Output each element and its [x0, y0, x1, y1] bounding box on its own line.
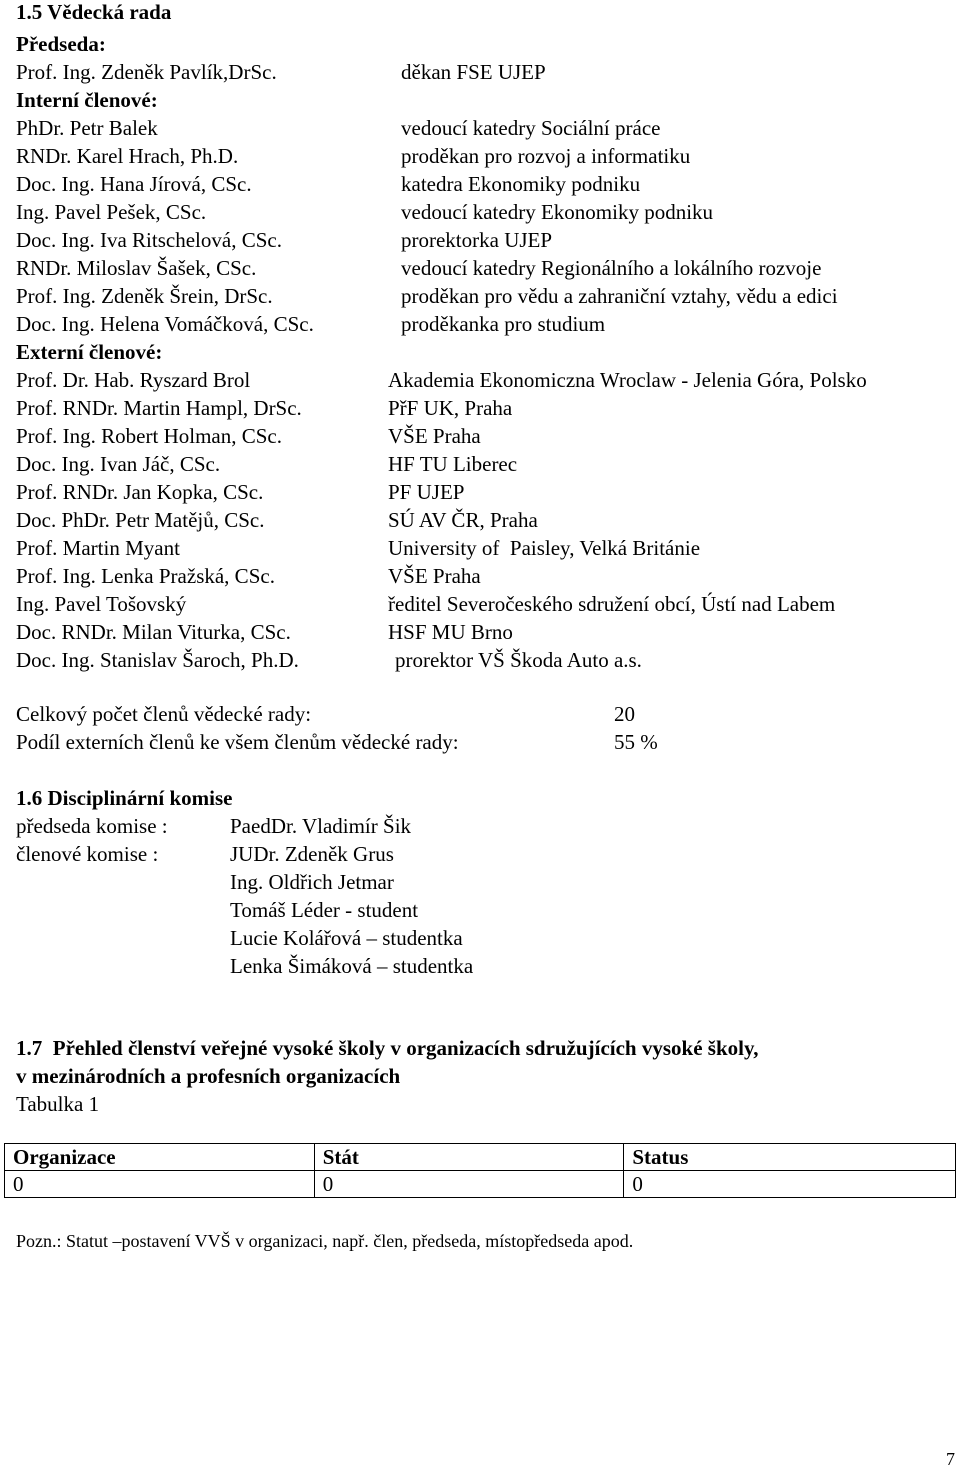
internal-member-role: proděkanka pro studium [401, 312, 606, 336]
table-header-row [5, 1144, 956, 1171]
external-member-role: VŠE Praha [388, 564, 481, 588]
external-share-label: Podíl externích členů ke všem členům vědecké rady: [16, 730, 459, 754]
external-member-name: Prof. Ing. Robert Holman, CSc. [16, 424, 282, 448]
external-member-name: Prof. Ing. Lenka Pražská, CSc. [16, 564, 275, 588]
committee-members-label: členové komise : [16, 842, 159, 866]
external-member-name: Doc. Ing. Stanislav Šaroch, Ph.D. [16, 648, 299, 672]
internal-member-name: Ing. Pavel Pešek, CSc. [16, 200, 207, 224]
committee-chair-name: PaedDr. Vladimír Šik [230, 814, 412, 838]
column-header-organizace: Organizace [5, 1144, 315, 1171]
external-member-role: VŠE Praha [388, 424, 481, 448]
chair-role: děkan FSE UJEP [401, 60, 546, 84]
internal-member-name: Prof. Ing. Zdeněk Šrein, DrSc. [16, 284, 273, 308]
table-cell: 0 [5, 1171, 315, 1198]
external-member-name: Doc. RNDr. Milan Viturka, CSc. [16, 620, 291, 644]
section-heading-1-7: 1.7 Přehled členství veřejné vysoké školy v organizacích sdružujících vysoké školy, [16, 1036, 759, 1060]
internal-member-role: proděkan pro vědu a zahraniční vztahy, vědu a edici [401, 284, 838, 308]
external-member-role: HSF MU Brno [388, 620, 513, 644]
internal-member-name: Doc. Ing. Helena Vomáčková, CSc. [16, 312, 314, 336]
internal-member-name: RNDr. Karel Hrach, Ph.D. [16, 144, 239, 168]
external-member-role: PřF UK, Praha [388, 396, 513, 420]
internal-member-role: vedoucí katedry Sociální práce [401, 116, 661, 140]
committee-member: Lucie Kolářová – studentka [230, 926, 463, 950]
table-cell: 0 [624, 1171, 956, 1198]
internal-member-name: Doc. Ing. Iva Ritschelová, CSc. [16, 228, 282, 252]
external-member-name: Prof. RNDr. Martin Hampl, DrSc. [16, 396, 302, 420]
table-cell: 0 [314, 1171, 624, 1198]
external-member-role: PF UJEP [388, 480, 465, 504]
committee-member: Lenka Šimáková – studentka [230, 954, 474, 978]
external-member-name: Prof. Martin Myant [16, 536, 180, 560]
committee-member: JUDr. Zdeněk Grus [230, 842, 394, 866]
total-members-label: Celkový počet členů vědecké rady: [16, 702, 312, 726]
internal-member-role: vedoucí katedry Regionálního a lokálního rozvoje [401, 256, 822, 280]
section-heading-1-7-cont: v mezinárodních a profesních organizacích [16, 1064, 401, 1088]
internal-member-role: prorektorka UJEP [401, 228, 553, 252]
internal-member-name: RNDr. Miloslav Šašek, CSc. [16, 256, 257, 280]
external-member-role: University of Paisley, Velká Británie [388, 536, 701, 560]
table-caption: Tabulka 1 [16, 1092, 100, 1116]
column-header-status: Status [624, 1144, 956, 1171]
total-members-value: 20 [614, 702, 635, 726]
committee-member: Tomáš Léder - student [230, 898, 419, 922]
page-number: 7 [946, 1449, 955, 1469]
internal-member-name: Doc. Ing. Hana Jírová, CSc. [16, 172, 252, 196]
external-member-role: prorektor VŠ Škoda Auto a.s. [395, 648, 642, 672]
table-note: Pozn.: Statut –postavení VVŠ v organizaci, např. člen, předseda, místopředseda apod. [16, 1231, 634, 1251]
external-member-name: Ing. Pavel Tošovský [16, 592, 187, 616]
external-member-role: SÚ AV ČR, Praha [388, 508, 538, 532]
external-member-name: Prof. Dr. Hab. Ryszard Brol [16, 368, 251, 392]
external-share-value: 55 % [614, 730, 658, 754]
membership-table [4, 1143, 956, 1198]
external-members-label: Externí členové: [16, 340, 163, 364]
external-member-role: HF TU Liberec [388, 452, 518, 476]
external-member-role: ředitel Severočeského sdružení obcí, Ústí nad Labem [388, 592, 836, 616]
internal-member-role: vedoucí katedry Ekonomiky podniku [401, 200, 714, 224]
internal-member-role: proděkan pro rozvoj a informatiku [401, 144, 691, 168]
external-member-name: Prof. RNDr. Jan Kopka, CSc. [16, 480, 264, 504]
committee-chair-label: předseda komise : [16, 814, 168, 838]
external-member-role: Akademia Ekonomiczna Wroclaw - Jelenia Góra, Polsko [388, 368, 867, 392]
internal-members-label: Interní členové: [16, 88, 158, 112]
section-heading-1-5: 1.5 Vědecká rada [16, 0, 172, 24]
external-member-name: Doc. Ing. Ivan Jáč, CSc. [16, 452, 221, 476]
committee-member: Ing. Oldřich Jetmar [230, 870, 394, 894]
section-heading-1-6: 1.6 Disciplinární komise [16, 786, 233, 810]
chair-label: Předseda: [16, 32, 106, 56]
external-member-name: Doc. PhDr. Petr Matějů, CSc. [16, 508, 265, 532]
table-row [5, 1171, 956, 1198]
internal-member-name: PhDr. Petr Balek [16, 116, 158, 140]
internal-member-role: katedra Ekonomiky podniku [401, 172, 641, 196]
column-header-stat: Stát [314, 1144, 624, 1171]
chair-name: Prof. Ing. Zdeněk Pavlík,DrSc. [16, 60, 277, 84]
